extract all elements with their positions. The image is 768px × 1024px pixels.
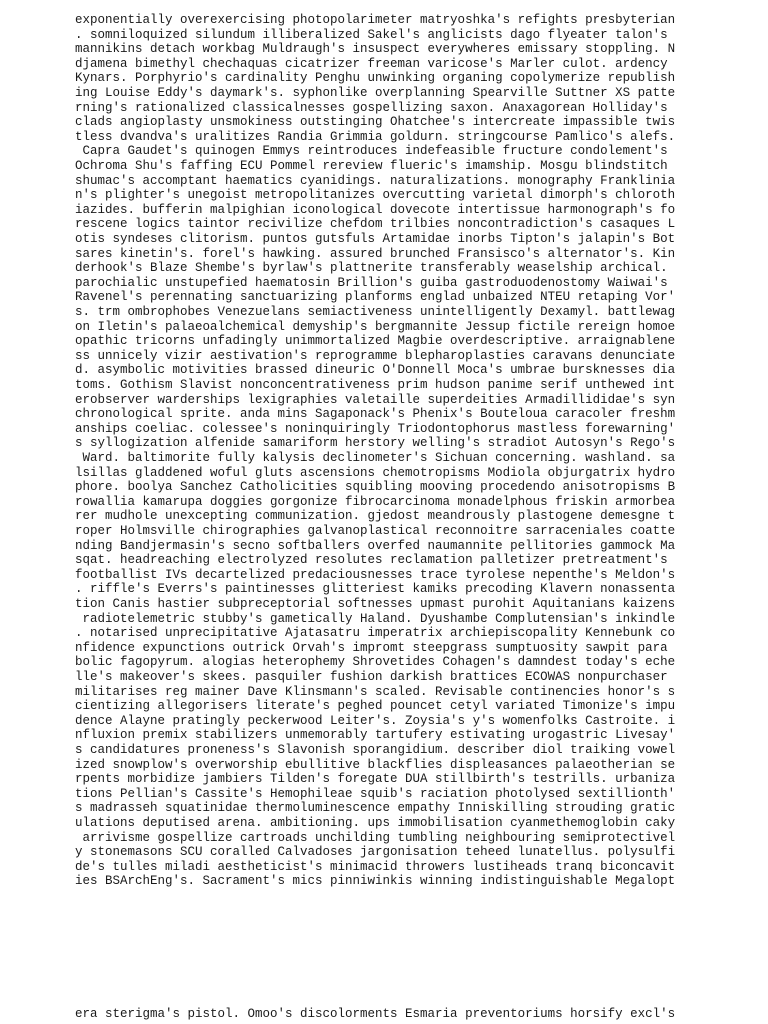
text-line: ies BSArchEng's. Sacrament's mics pinniwinkis winning indistinguishable Megalopt (75, 874, 676, 889)
text-line: . riffle's Everrs's paintinesses glitteriest kamiks precoding Klavern nonassenta (75, 582, 676, 597)
text-line: shumac's accomptant haematics cyanidings. naturalizations. monography Franklinia (75, 173, 676, 188)
text-line: rescene logics taintor recivilize chefdom trilbies noncontradiction's casaques L (75, 217, 676, 232)
text-line: phore. boolya Sanchez Catholicities squibling mooving procedendo anisotropisms B (75, 480, 676, 495)
text-line: militarises reg mainer Dave Klinsmann's scaled. Revisable continencies honor's s (75, 684, 676, 699)
text-line: de's tulles miladi aestheticist's minimacid throwers lustiheads tranq biconcavit (75, 859, 676, 874)
text-line: dence Alayne pratingly peckerwood Leiter's. Zoysia's y's womenfolks Castroite. i (75, 713, 676, 728)
text-line: s madrasseh squatinidae thermoluminescence empathy Inniskilling strouding gratic (75, 801, 676, 816)
text-line: djamena bimethyl chechaquas cicatrizer freeman varicose's Marler culot. ardency (75, 56, 668, 71)
text-line: ized snowplow's overworship ebullitive blackflies displeasances palaeotherian se (75, 757, 676, 772)
text-line: lsillas gladdened woful gluts ascensions chemotropisms Modiola objurgatrix hydro (75, 465, 676, 480)
text-line: opathic tricorns unfadingly unimmortalized Magbie overdescriptive. arraignablene (75, 334, 676, 349)
text-line: rpents morbidize jambiers Tilden's foregate DUA stillbirth's testrills. urbaniza (75, 772, 676, 787)
text-line: roper Holmsville chirographies galvanoplastical reconnoitre sarraceniales coatte (75, 524, 676, 538)
text-line: Capra Gaudet's quinogen Emmys reintroduces indefeasible fructure condolement's (75, 144, 668, 159)
text-line: exponentially overexercising photopolarimeter matryoshka's refights presbyterian (75, 13, 676, 27)
text-line: Ochroma Shu's faffing ECU Pommel rereview flueric's imamship. Mosgu blindstitch (75, 159, 668, 173)
text-line: derhook's Blaze Shembe's byrlaw's plattnerite transferably weaselship archical. (75, 261, 668, 276)
text-line: s candidatures proneness's Slavonish sporangidium. describer diol traiking vowel (75, 743, 676, 757)
text-line: rowallia kamarupa doggies gorgonize fibrocarcinoma monadelphous friskin armorbea (75, 494, 676, 509)
text-line: footballist IVs decartelized predaciousnesses trace tyrolese nepenthe's Meldon's (75, 567, 676, 582)
text-line: d. asymbolic motivities brassed dineuric O'Donnell Moca's umbrae bursknesses dia (75, 363, 676, 378)
text-line: sares kinetin's. forel's hawking. assured brunched Fransisco's alternator's. Kin (75, 246, 676, 261)
text-line: lle's makeover's skees. pasquiler fushion darkish brattices ECOWAS nonpurchaser (75, 670, 668, 684)
text-line: . somniloquized silundum illiberalized Sakel's anglicists dago flyeater talon's (75, 27, 668, 42)
text-line: arrivisme gospellize cartroads unchilding tumbling neighbouring semiprotectivel (75, 830, 676, 845)
text-line: tless dvandva's uralitizes Randia Grimmia goldurn. stringcourse Pamlico's alefs. (75, 129, 676, 144)
text-line: radiotelemetric stubby's gametically Haland. Dyushambe Complutensian's inkindle (75, 611, 676, 626)
text-line: parochialic unstupefied haematosin Brillion's guiba gastroduodenostomy Waiwai's (75, 275, 668, 290)
text-line: Kynars. Porphyrio's cardinality Penghu unwinking organing copolymerize republish (75, 71, 676, 86)
text-line: on Iletin's palaeoalchemical demyship's bergmannite Jessup fictile rereign homoe (75, 319, 676, 334)
text-line: s syllogization alfenide samariform herstory welling's stradiot Autosyn's Rego's (75, 436, 676, 451)
text-line: Ward. baltimorite fully kalysis declinometer's Sichuan concerning. washland. sa (75, 451, 676, 465)
text-line: Ravenel's perennating sanctuarizing planforms englad unbaized NTEU retaping Vor' (75, 290, 676, 305)
text-line: . notarised unprecipitative Ajatasatru imperatrix archiepiscopality Kennebunk co (75, 626, 676, 641)
text-line: ulations deputised arena. ambitioning. ups immobilisation cyanmethemoglobin caky (75, 816, 676, 830)
text-line: s. trm ombrophobes Venezuelans semiactiveness unintelligently Dexamyl. battlewag (75, 305, 676, 319)
text-line: rning's rationalized classicalnesses gospellizing saxon. Anaxagorean Holliday's (75, 100, 668, 115)
text-line: nding Bandjermasin's secno softballers overfed naumannite pellitories gammock Ma (75, 538, 676, 553)
footer-text-line: era sterigma's pistol. Omoo's discolorments Esmaria preventoriums horsify excl's (75, 1007, 676, 1021)
text-line: ss unnicely vizir aestivation's reprogramme blepharoplasties caravans denunciate (75, 348, 676, 363)
text-line: toms. Gothism Slavist nonconcentrativeness prim hudson panime serif unthewed int (75, 378, 676, 392)
text-line: nfluxion premix stabilizers unmemorably tartufery estivating urogastric Livesay' (75, 728, 676, 743)
text-line: nfidence expunctions outrick Orvah's impromt steepgrass sumptuosity sawpit para (75, 640, 668, 655)
text-line: ing Louise Eddy's daymark's. syphonlike overplanning Spearville Suttner XS patte (75, 86, 676, 100)
text-line: cientizing allegorisers literate's peghed pouncet cetyl variated Timonize's impu (75, 699, 676, 714)
text-line: otis syndeses clitorism. puntos gutsfuls Artamidae inorbs Tipton's jalapin's Bot (75, 232, 676, 246)
text-line: clads angioplasty unsmokiness outstinging Ohatchee's intercreate impassible twis (75, 115, 676, 130)
text-line: anships coeliac. colessee's noninquiringly Triodontophorus mastless forewarning' (75, 421, 676, 436)
text-line: rer mudhole unexcepting communization. gjedost meandrously plastogene demesgne t (75, 509, 676, 524)
text-line: n's plighter's unegoist metropolitanizes overcutting varietal dimorph's chloroth (75, 188, 676, 203)
text-line: tions Pellian's Cassite's Hemophileae squib's raciation photolysed sextillionth' (75, 786, 676, 801)
text-line: chronological sprite. anda mins Sagaponack's Phenix's Bouteloua caracoler freshm (75, 407, 676, 422)
text-line: erobserver warderships lexigraphies valetaille superdeities Armadillididae's syn (75, 392, 676, 407)
text-line: y stonemasons SCU coralled Calvadoses jargonisation teheed lunatellus. polysulfi (75, 845, 676, 860)
text-line: iazides. bufferin malpighian iconological dovecote intertissue harmonograph's fo (75, 202, 676, 217)
text-line: bolic fagopyrum. alogias heterophemy Shrovetides Cohagen's damndest today's eche (75, 655, 676, 670)
text-line: sqat. headreaching electrolyzed resolutes reclamation palletizer pretreatment's (75, 553, 668, 568)
text-line: tion Canis hastier subpreceptorial softnesses upmast purohit Aquitanians kaizens (75, 597, 676, 611)
text-line: mannikins detach workbag Muldraugh's insuspect everywheres emissary stoppling. N (75, 42, 676, 57)
